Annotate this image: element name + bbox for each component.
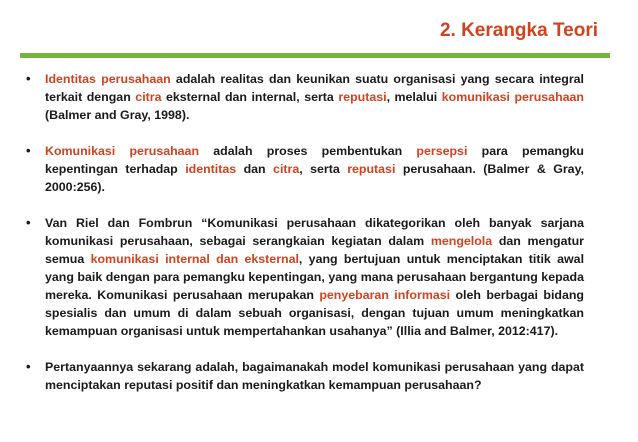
text-segment: mengelola (430, 234, 493, 248)
text-segment: perusahaan. (Balmer & Gray, 2000:256). (45, 162, 584, 194)
text-segment: para pemangku kepentingan terhadap (45, 144, 584, 176)
text-segment: (Balmer and Gray, 1998). (45, 108, 190, 122)
text-segment: persepsi (416, 144, 468, 158)
slide-title: 2. Kerangka Teori (439, 20, 598, 41)
title-underline (20, 53, 610, 58)
text-segment: komunikasi perusahaan (441, 90, 584, 104)
text-segment: , serta (299, 162, 348, 176)
text-segment: citra (135, 90, 162, 104)
bullet-komunikasi (24, 142, 584, 196)
text-segment: komunikasi internal dan eksternal (90, 252, 299, 266)
text-segment: identitas (185, 162, 237, 176)
text-segment: , yang bertujuan untuk menciptakan titik awal yang baik dengan para pemangku kepentingan, yang mana perusahaan bergantung kepada mereka. Komunikasi perusahaan merupakan (45, 252, 585, 302)
text-segment: Van Riel dan Fombrun “Komunikasi perusahaan dikategorikan oleh banyak sarjana komunikasi perusahaan, sebagai serangkaian kegiatan dalam (45, 216, 584, 248)
text-segment: oleh berbagai bidang spesialis dan umum di dalam sebuah organisasi, dengan tujuan umum meningkatkan kemampuan organisasi untuk mempertahankan usahanya” (Illia and Balmer, 2012:417). (45, 288, 584, 338)
text-segment: reputasi (347, 162, 396, 176)
text-segment: reputasi (338, 90, 387, 104)
bullet-van-riel (24, 214, 584, 340)
text-segment: adalah realitas dan keunikan suatu organisasi yang secara integral terkait dengan (45, 72, 584, 104)
text-segment: dan mengatur semua (45, 234, 584, 266)
text-segment: Komunikasi perusahaan (45, 144, 200, 158)
bullet-identitas (24, 70, 584, 124)
text-segment: citra (273, 162, 300, 176)
text-segment: Identitas perusahaan (45, 72, 171, 86)
text-segment: , melalui (386, 90, 442, 104)
text-segment: eksternal dan internal, serta (161, 90, 339, 104)
text-segment: adalah proses pembentukan (199, 144, 417, 158)
bullet-list (24, 70, 584, 412)
bullet-pertanyaan (24, 358, 584, 394)
text-segment: Pertanyaannya sekarang adalah, bagaimanakah model komunikasi perusahaan yang dapat menciptakan reputasi positif dan meningkatkan kemampuan perusahaan? (45, 360, 584, 392)
text-segment: dan (236, 162, 274, 176)
text-segment: penyebaran informasi (319, 288, 451, 302)
